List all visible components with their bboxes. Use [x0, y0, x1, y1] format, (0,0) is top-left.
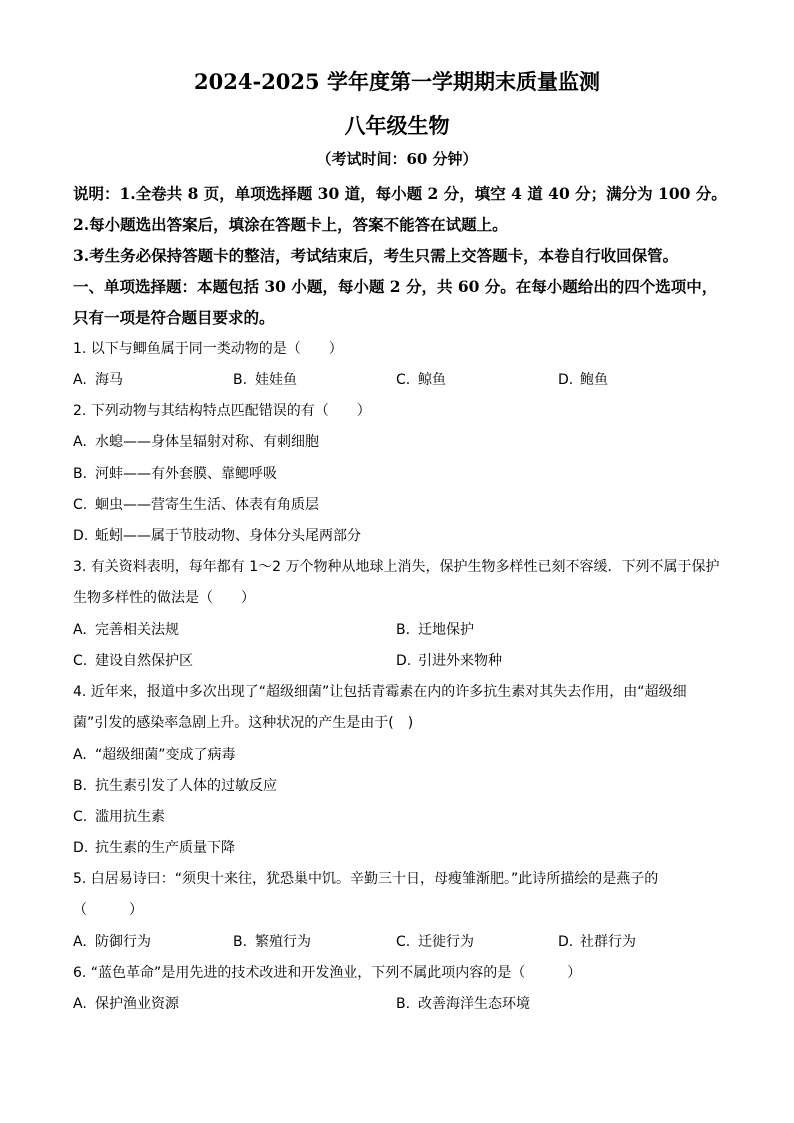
option-letter: D.: [558, 372, 574, 388]
subject-title: 八年级生物: [344, 113, 450, 138]
option-text: 抗生素的生产质量下降: [95, 840, 235, 856]
option-letter: C.: [73, 497, 88, 513]
option-text: 蚯蚓——属于节肢动物、身体分头尾两部分: [95, 528, 361, 544]
q1-option-a[interactable]: [73, 369, 123, 389]
q6-option-b[interactable]: [396, 993, 530, 1013]
option-letter: B.: [396, 622, 411, 638]
option-text: “超级细菌”变成了病毒: [95, 747, 236, 763]
question-5-stem-line1: 5. 白居易诗曰：“须臾十来往，犹恐巢中饥。辛勤三十日，母瘦雏渐肥。”此诗所描绘的是燕子的: [73, 871, 659, 887]
instruction-2: 2.每小题选出答案后，填涂在答题卡上，答案不能答在试题上。: [73, 215, 508, 234]
q3-option-d[interactable]: [396, 650, 502, 670]
option-letter: A.: [73, 434, 87, 450]
option-text: 迁地保护: [418, 622, 474, 638]
q5-option-a[interactable]: [73, 931, 151, 951]
option-letter: D.: [73, 528, 89, 544]
question-3-stem-line2: 生物多样性的做法是（ ）: [73, 590, 255, 606]
option-letter: A.: [73, 996, 87, 1012]
option-letter: B.: [233, 372, 248, 388]
option-text: 防御行为: [95, 934, 151, 950]
q5-option-b[interactable]: [233, 931, 311, 951]
option-letter: C.: [73, 653, 88, 669]
q5-option-d[interactable]: [558, 931, 636, 951]
option-letter: D.: [73, 840, 89, 856]
q4-option-a[interactable]: [73, 744, 236, 764]
question-1-stem: 1. 以下与鲫鱼属于同一类动物的是（ ）: [73, 341, 343, 357]
q1-option-d[interactable]: [558, 369, 608, 389]
q3-option-c[interactable]: [73, 650, 193, 670]
option-letter: C.: [396, 372, 411, 388]
option-text: 海马: [95, 372, 123, 388]
q2-option-c[interactable]: [73, 494, 319, 514]
option-letter: A.: [73, 372, 87, 388]
option-text: 引进外来物种: [418, 653, 502, 669]
q4-option-b[interactable]: [73, 775, 277, 795]
option-text: 保护渔业资源: [95, 996, 179, 1012]
instruction-3: 3.考生务必保持答题卡的整洁，考试结束后，考生只需上交答题卡，本卷自行收回保管。: [73, 246, 679, 265]
option-letter: B.: [233, 934, 248, 950]
option-text: 娃娃鱼: [255, 372, 297, 388]
option-text: 鲸鱼: [418, 372, 446, 388]
option-text: 建设自然保护区: [95, 653, 193, 669]
q1-option-b[interactable]: [233, 369, 297, 389]
option-letter: A.: [73, 622, 87, 638]
option-letter: C.: [396, 934, 411, 950]
option-letter: B.: [73, 778, 88, 794]
q2-option-a[interactable]: [73, 431, 319, 451]
option-text: 水螅——身体呈辐射对称、有刺细胞: [95, 434, 319, 450]
q4-option-d[interactable]: [73, 837, 235, 857]
option-text: 滥用抗生素: [95, 809, 165, 825]
option-letter: B.: [396, 996, 411, 1012]
option-text: 蛔虫——营寄生生活、体表有角质层: [95, 497, 319, 513]
q2-option-d[interactable]: [73, 525, 361, 545]
q1-option-c[interactable]: [396, 369, 446, 389]
option-text: 河蚌——有外套膜、靠鳃呼吸: [95, 466, 277, 482]
question-4-stem-line1: 4. 近年来，报道中多次出现了“超级细菌”让包括青霉素在内的许多抗生素对其失去作用，由“超级细: [73, 684, 687, 700]
question-6-stem: 6. “蓝色革命”是用先进的技术改进和开发渔业，下列不属此项内容的是（ ）: [73, 965, 582, 981]
option-letter: C.: [73, 809, 88, 825]
section-heading-line2: 只有一项是符合题目要求的。: [73, 308, 275, 327]
q5-option-c[interactable]: [396, 931, 474, 951]
option-letter: A.: [73, 747, 87, 763]
q3-option-b[interactable]: [396, 619, 474, 639]
option-text: 鲍鱼: [580, 372, 608, 388]
option-letter: A.: [73, 934, 87, 950]
q4-option-c[interactable]: [73, 806, 165, 826]
option-letter: B.: [73, 466, 88, 482]
exam-title: 2024-2025 学年度第一学期期末质量监测: [194, 69, 600, 94]
option-text: 社群行为: [580, 934, 636, 950]
question-5-stem-line2: （ ）: [73, 902, 143, 918]
question-4-stem-line2: 菌”引发的感染率急剧上升。这种状况的产生是由于( ): [73, 715, 414, 731]
option-letter: D.: [396, 653, 412, 669]
instruction-1: 说明：1.全卷共 8 页，单项选择题 30 道，每小题 2 分，填空 4 道 40 分；满分为 100 分。: [73, 184, 727, 203]
section-heading-line1: 一、单项选择题：本题包括 30 小题，每小题 2 分，共 60 分。在每小题给出的四个选项中，: [73, 277, 718, 296]
option-text: 繁殖行为: [255, 934, 311, 950]
option-letter: D.: [558, 934, 574, 950]
question-2-stem: 2. 下列动物与其结构特点匹配错误的有（ ）: [73, 403, 371, 419]
option-text: 改善海洋生态环境: [418, 996, 530, 1012]
question-3-stem-line1: 3. 有关资料表明，每年都有 1～2 万个物种从地球上消失，保护生物多样性已刻不容缓．下列不属于保护: [73, 559, 720, 575]
time-note: （考试时间：60 分钟）: [316, 150, 478, 168]
option-text: 迁徙行为: [418, 934, 474, 950]
q3-option-a[interactable]: [73, 619, 179, 639]
option-text: 完善相关法规: [95, 622, 179, 638]
q6-option-a[interactable]: [73, 993, 179, 1013]
q2-option-b[interactable]: [73, 463, 277, 483]
option-text: 抗生素引发了人体的过敏反应: [95, 778, 277, 794]
